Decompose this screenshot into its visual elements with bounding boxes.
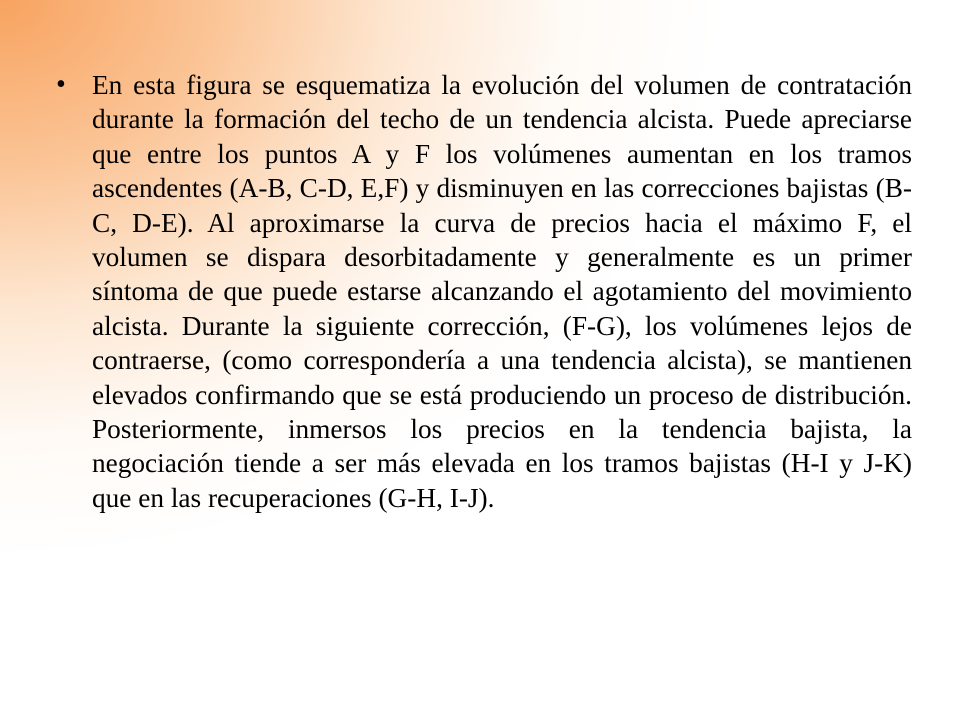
bullet-marker: • bbox=[56, 69, 66, 100]
bullet-item bbox=[56, 68, 912, 515]
bullet-text: En esta figura se esquematiza la evolución del volumen de contratación durante la formación del techo de un tendencia alcista. Puede apreciarse que entre los puntos A y F los volúmenes aumentan en los tramos ascendentes (A-B, C-D, E,F) y disminuyen en las correcciones bajistas (B-C, D-E). Al aproximarse la curva de precios hacia el máximo F, el volumen se dispara desorbitadamente y generalmente es un primer síntoma de que puede estarse alcanzando el agotamiento del movimiento alcista. Durante la siguiente corrección, (F-G), los volúmenes lejos de contraerse, (como correspondería a una tendencia alcista), se mantienen elevados confirmando que se está produciendo un proceso de distribución. Posteriormente, inmersos los precios en la tendencia bajista, la negociación tiende a ser más elevada en los tramos bajistas (H-I y J-K) que en las recuperaciones (G-H, I-J). bbox=[92, 70, 912, 513]
bullet-list bbox=[56, 68, 912, 515]
